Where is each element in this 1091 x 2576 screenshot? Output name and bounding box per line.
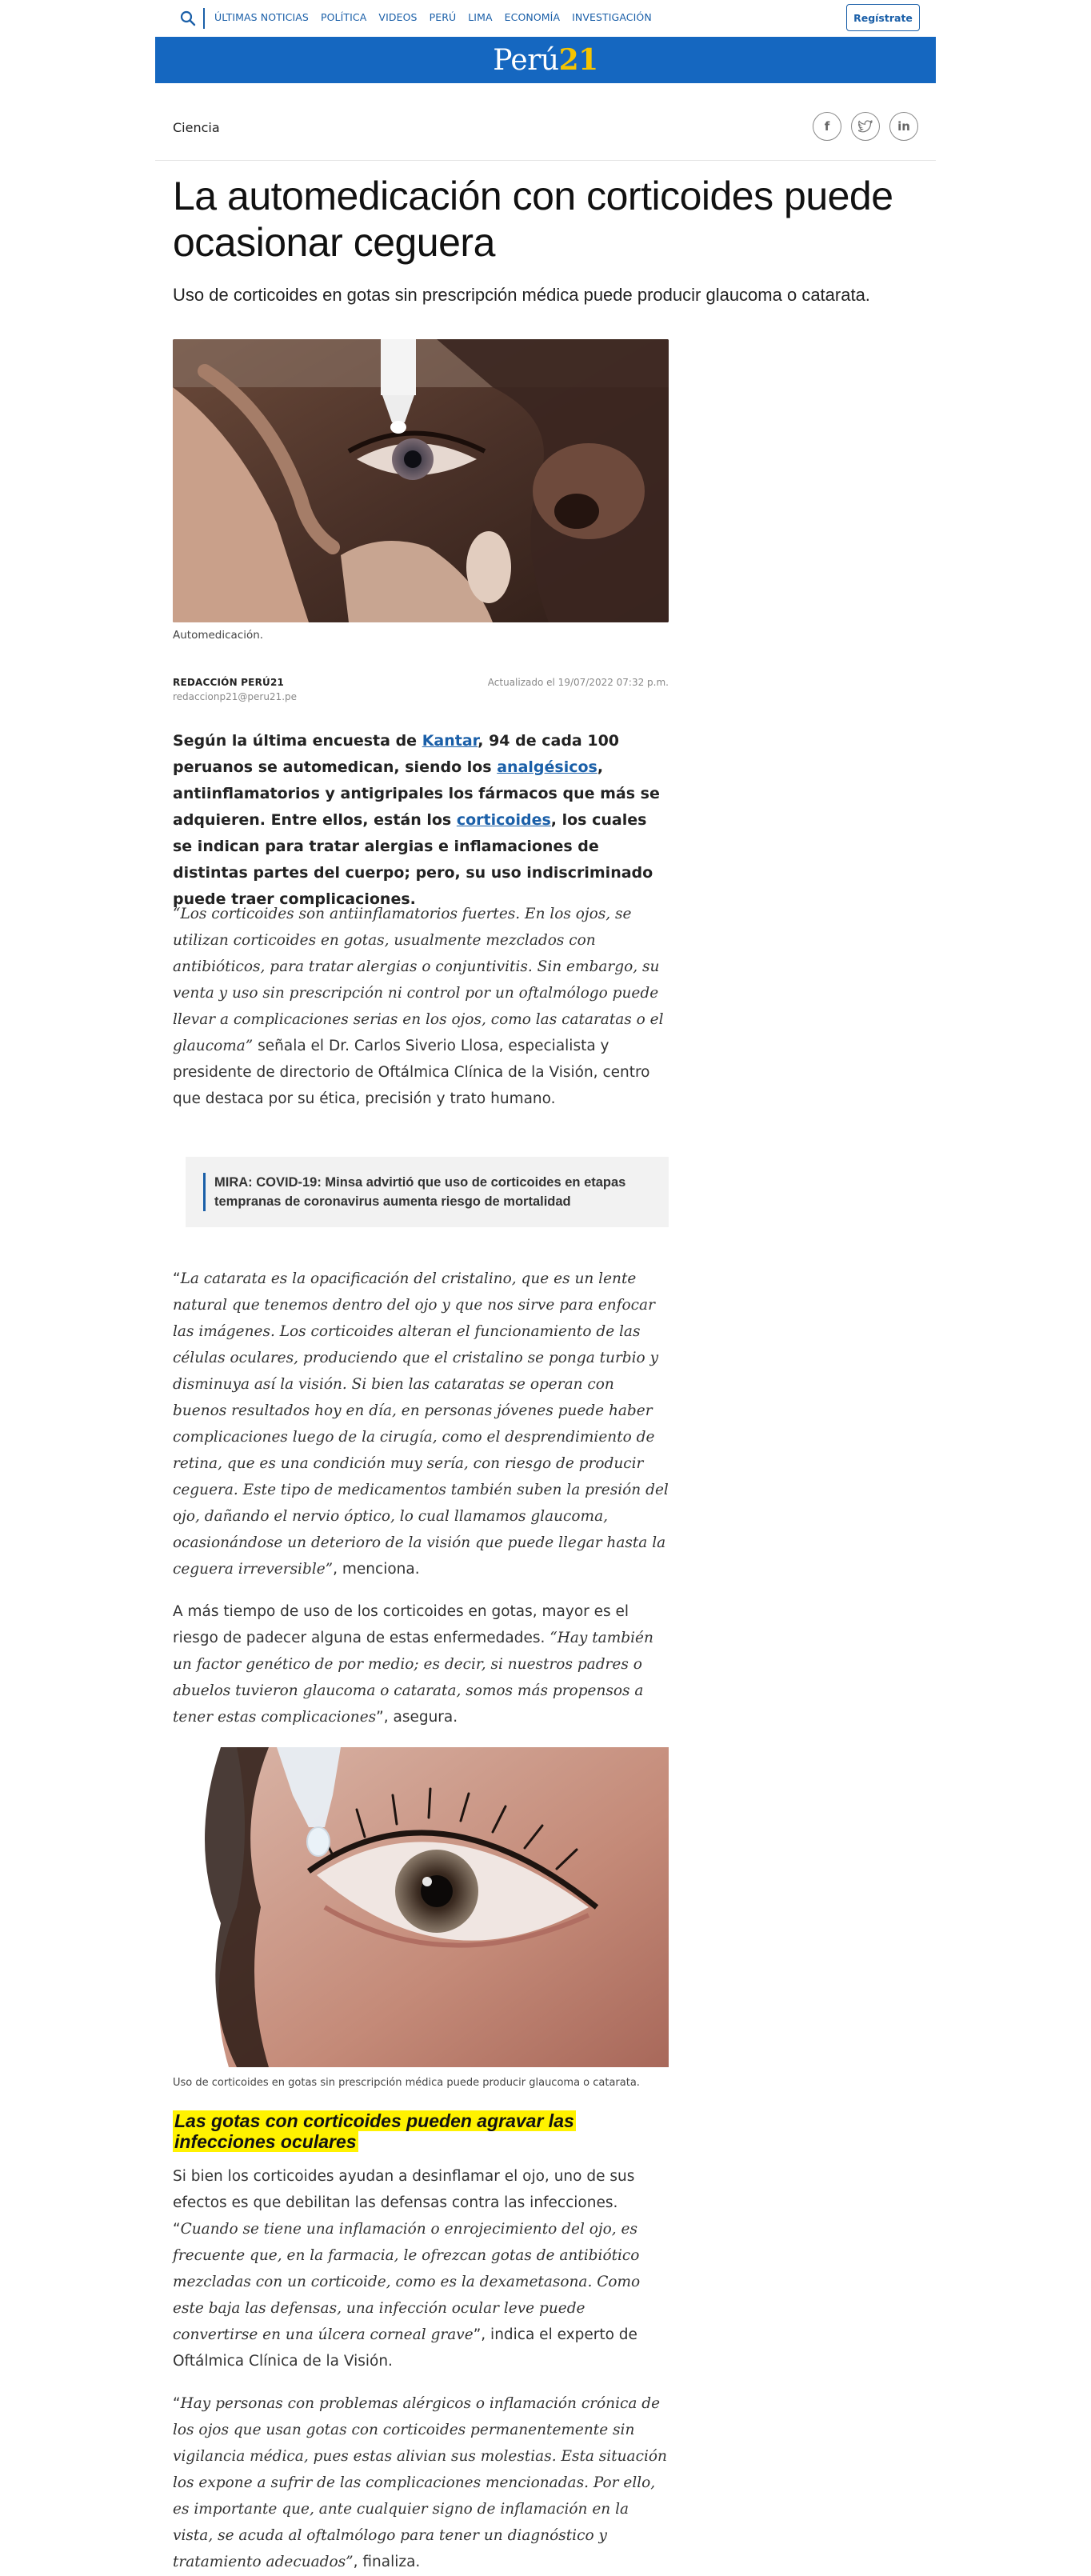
p3-rest: ”, asegura. bbox=[376, 1709, 458, 1726]
p4-quote: Cuando se tiene una inflamación o enrojecimiento del ojo, es frecuente que, en la farmacia, le ofrezcan gotas de antibiótico mezcladas con un corticoide, como es la dexametasona. Como este baja las defensas, una infección ocular leve puede convertirse en una úlcera corneal grave bbox=[173, 2221, 641, 2343]
p3-quote: “Hay también un factor genético de por medio; es decir, si nuestros padres o abuelos tuvieron glaucoma o catarata, somos más propensos a tener estas complicaciones bbox=[173, 1630, 653, 1726]
p2-quote: La catarata es la opacificación del cristalino, que es un lente natural que tenemos dentro del ojo y que nos sirve para enfocar las imágenes. Los corticoides alteran el funcionamiento de las células oculares, produciendo que el cristalino se ponga turbio y disminuya así la visión. Si bien las cataratas se operan con buenos resultados hoy en día, en personas jóvenes puede haber complicaciones luego de la cirugía, como el desprendimiento de retina, que es una condición muy sería, con riesgo de producir ceguera. Este tipo de medicamentos también suben la presión del ojo, dañando el nervio óptico, lo cual llamamos glaucoma, ocasionándose un deterioro de la visión que puede llegar hasta la ceguera irreversible” bbox=[173, 1270, 669, 1578]
register-button[interactable]: Regístrate bbox=[846, 4, 920, 31]
logo-number: 21 bbox=[558, 43, 598, 77]
brand-bar bbox=[155, 37, 936, 83]
share-buttons bbox=[813, 112, 918, 141]
eye-drop-photo bbox=[173, 339, 669, 622]
second-image bbox=[173, 1747, 669, 2067]
paragraph-2 bbox=[173, 1266, 669, 1582]
p2-open: “ bbox=[173, 1270, 181, 1287]
article-title: La automedicación con corticoides puede ocasionar ceguera bbox=[173, 174, 893, 265]
nav-link-videos[interactable]: VIDEOS bbox=[378, 11, 418, 23]
header-divider bbox=[155, 160, 936, 161]
section-label[interactable]: Ciencia bbox=[173, 120, 220, 135]
lead-t3: , antiinflamatorios y antigripales los fármacos que más se adquieren. Entre ellos, están los bbox=[173, 758, 660, 829]
author-name[interactable]: REDACCIÓN PERÚ21 bbox=[173, 677, 285, 688]
article-subtitle: Uso de corticoides en gotas sin prescripción médica puede producir glaucoma o catarata. bbox=[173, 285, 870, 305]
p5-open: “ bbox=[173, 2395, 181, 2412]
facebook-glyph: f bbox=[824, 119, 830, 134]
paragraph-1 bbox=[173, 901, 669, 1112]
search-icon[interactable] bbox=[179, 10, 197, 27]
author-email: redaccionp21@peru21.pe bbox=[173, 691, 298, 702]
twitter-icon[interactable] bbox=[851, 112, 880, 141]
p1-quote: “Los corticoides son antiinflamatorios fuertes. En los ojos, se utilizan corticoides en gotas, usualmente mezclados con antibióticos, para tratar alergias o conjuntivitis. Sin embargo, su venta y uso sin prescripción ni control por un oftalmólogo puede llevar a complicaciones serias en los ojos, como las cataratas o el glaucoma” bbox=[173, 906, 664, 1054]
updated-date: Actualizado el 19/07/2022 07:32 p.m. bbox=[487, 677, 669, 688]
nav-separator bbox=[203, 8, 205, 29]
site-logo[interactable] bbox=[493, 43, 597, 77]
analgesicos-link[interactable]: analgésicos bbox=[497, 758, 597, 776]
linkedin-glyph: in bbox=[897, 119, 910, 134]
related-link-box[interactable] bbox=[186, 1157, 669, 1227]
nav-link-ultimas-noticias[interactable]: ÚLTIMAS NOTICIAS bbox=[214, 11, 309, 23]
p2-rest: , menciona. bbox=[333, 1561, 420, 1578]
linkedin-icon[interactable] bbox=[889, 112, 918, 141]
nav-link-peru[interactable]: PERÚ bbox=[429, 11, 457, 23]
corticoides-link[interactable]: corticoides bbox=[456, 811, 551, 829]
related-link-bar bbox=[203, 1173, 206, 1211]
highlight-subheading-text: Las gotas con corticoides pueden agravar las infecciones oculares bbox=[174, 2110, 574, 2152]
p5-quote: Hay personas con problemas alérgicos o inflamación crónica de los ojos que usan gotas con corticoides permanentemente sin vigilancia médica, pues estas alivian sus molestias. Esta situación los expone a sufrir de las complicaciones mencionadas. Por ello, es importante que, ante cualquier signo de inflamación en la vista, se acuda al oftalmólogo para tener un diagnóstico y tratamiento adecuados” bbox=[173, 2395, 667, 2570]
paragraph-3 bbox=[173, 1598, 669, 1730]
image2-caption: Uso de corticoides en gotas sin prescripción médica puede producir glaucoma o catarata. bbox=[173, 2077, 640, 2089]
p5-rest: , finaliza. bbox=[353, 2554, 421, 2570]
nav-link-economia[interactable]: ECONOMÍA bbox=[504, 11, 561, 23]
paragraph-5 bbox=[173, 2390, 669, 2575]
main-image bbox=[173, 339, 669, 622]
logo-name: Perú bbox=[493, 44, 559, 77]
lead-t1: Según la última encuesta de bbox=[173, 732, 422, 750]
lead-t4: , los cuales se indican para tratar alergias e inflamaciones de distintas partes del cuerpo; pero, su uso indiscriminado puede traer complicaciones. bbox=[173, 811, 653, 908]
section-row bbox=[173, 112, 918, 144]
paragraph-4 bbox=[173, 2163, 669, 2374]
top-nav bbox=[155, 0, 936, 37]
kantar-link[interactable]: Kantar bbox=[422, 732, 478, 750]
facebook-icon[interactable] bbox=[813, 112, 841, 141]
p4-rest: ”, indica el experto de Oftálmica Clínica de la Visión. bbox=[173, 2326, 637, 2370]
related-link-text[interactable]: MIRA: COVID-19: Minsa advirtió que uso de corticoides en etapas tempranas de coronavirus aumenta riesgo de mortalidad bbox=[214, 1175, 626, 1209]
p3-text: A más tiempo de uso de los corticoides en gotas, mayor es el riesgo de padecer alguna de estas enfermedades. bbox=[173, 1603, 629, 1646]
image1-caption: Automedicación. bbox=[173, 629, 264, 642]
nav-link-lima[interactable]: LIMA bbox=[468, 11, 493, 23]
nav-link-politica[interactable]: POLÍTICA bbox=[320, 11, 367, 23]
p1-rest: señala el Dr. Carlos Siverio Llosa, especialista y presidente de directorio de Oftálmica Clínica de la Visión, centro que destaca por su ética, precisión y trato humano. bbox=[173, 1038, 650, 1107]
eye-closeup-photo bbox=[173, 1747, 669, 2067]
highlight-subheading bbox=[173, 2110, 669, 2152]
lead-t2: , 94 de cada 100 peruanos se automedican, siendo los bbox=[173, 732, 620, 776]
nav-link-investigacion[interactable]: INVESTIGACIÓN bbox=[572, 11, 652, 23]
lead-paragraph bbox=[173, 728, 669, 913]
p4-text: Si bien los corticoides ayudan a desinflamar el ojo, uno de sus efectos es que debilitan las defensas contra las infecciones. “ bbox=[173, 2168, 635, 2238]
byline bbox=[173, 677, 669, 709]
nav-links bbox=[214, 11, 664, 23]
article-page bbox=[155, 0, 936, 2570]
